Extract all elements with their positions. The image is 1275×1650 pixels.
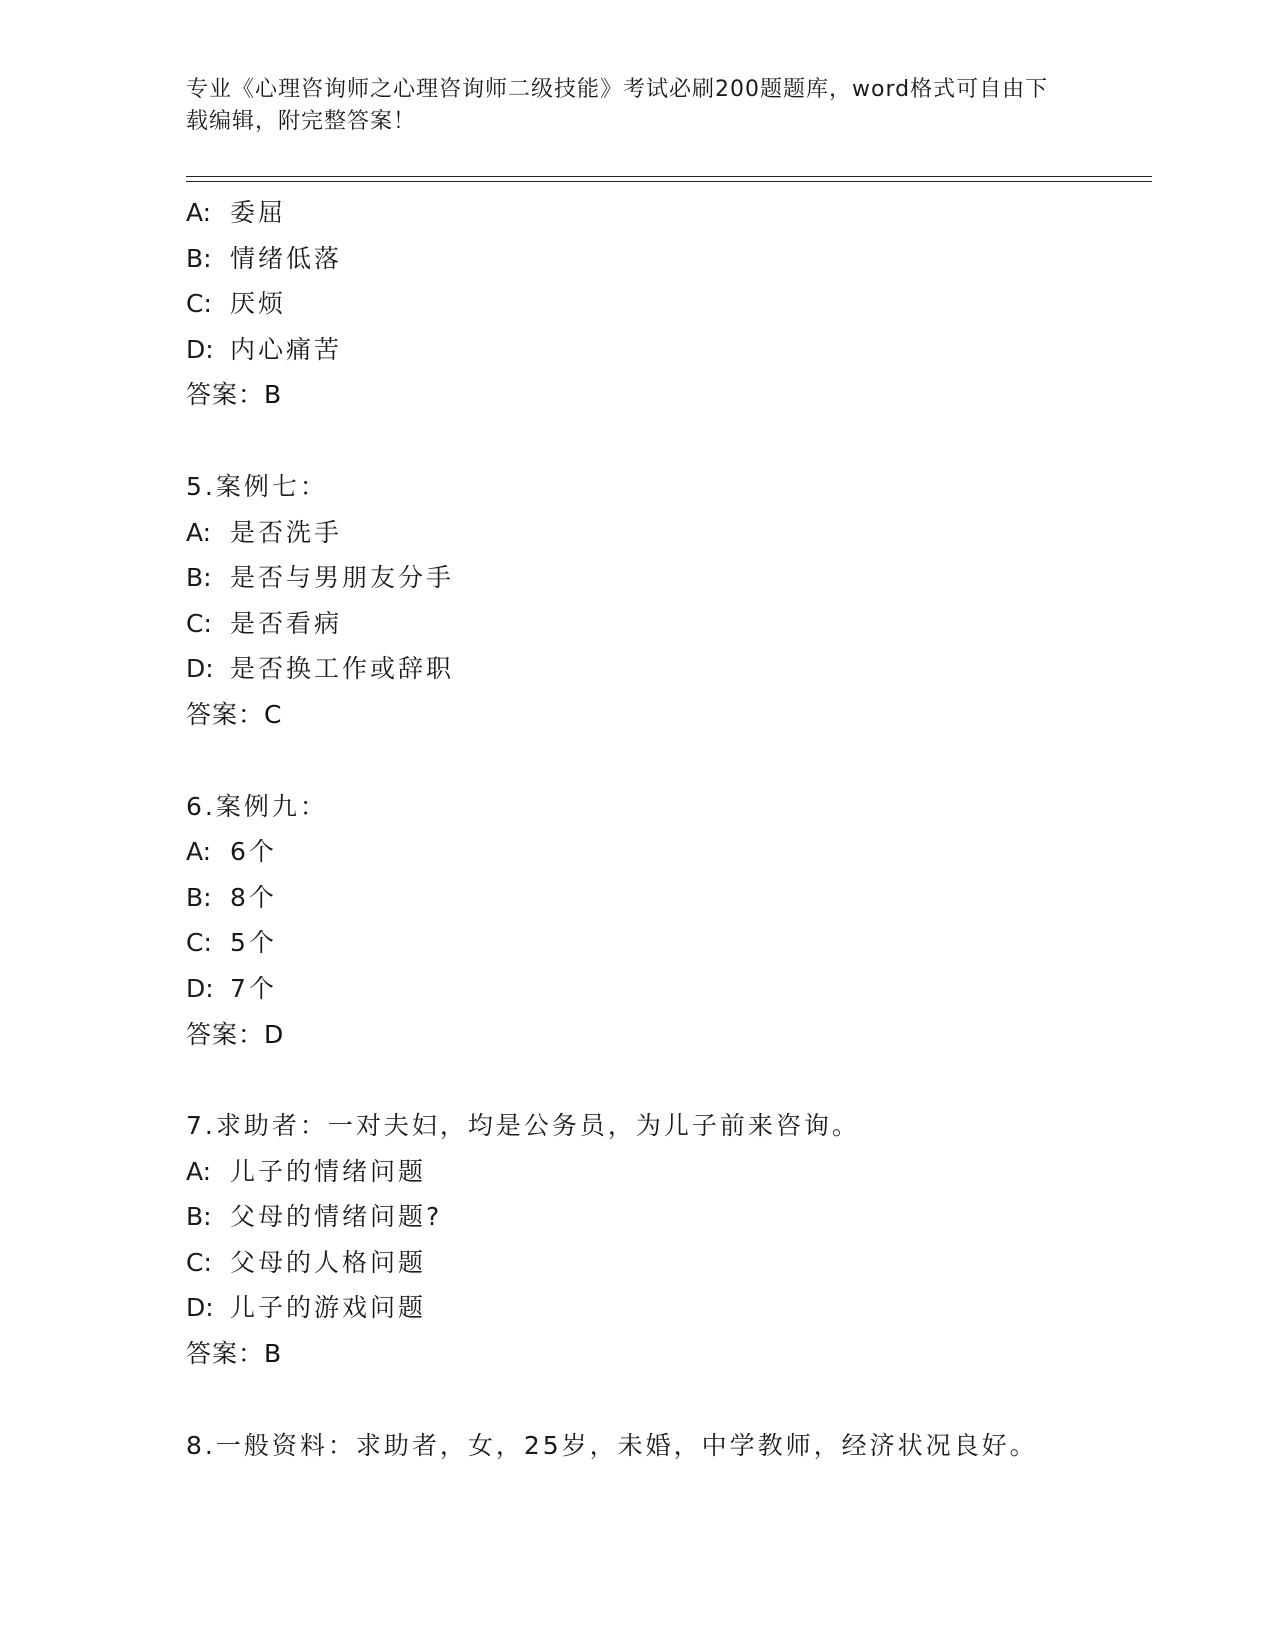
option-text: 儿子的情绪问题: [230, 1156, 427, 1186]
option-text: 是否看病: [230, 608, 343, 638]
question-stem: 6.案例九：: [186, 791, 328, 821]
question-stem: 5.案例七：: [186, 471, 328, 501]
answer-key: 答案：D: [186, 1019, 285, 1049]
question-block: [186, 1423, 1152, 1469]
option-letter: A:: [186, 837, 212, 867]
option-letter: A:: [186, 198, 212, 227]
answer-option: [186, 966, 1152, 1012]
answer-option: [186, 1194, 1152, 1240]
option-letter: D:: [186, 334, 214, 364]
option-letter: B:: [186, 1202, 212, 1232]
question-stem: 8.一般资料：求助者，女，25岁，未婚，中学教师，经济状况良好。: [186, 1430, 1038, 1460]
option-text: 父母的人格问题: [230, 1247, 427, 1277]
option-text: 是否换工作或辞职: [230, 654, 455, 684]
option-text: 是否洗手: [230, 517, 343, 547]
answer-option: [186, 875, 1152, 921]
answer-option: [186, 555, 1152, 601]
option-letter: A:: [186, 517, 212, 547]
option-text: 情绪低落: [230, 243, 343, 273]
block-spacer: [186, 1057, 1152, 1103]
answer-option: [186, 646, 1152, 692]
option-text: 是否与男朋友分手: [230, 563, 455, 593]
option-text: 6个: [230, 837, 277, 867]
option-letter: C:: [186, 608, 212, 638]
option-text: 5个: [230, 928, 277, 958]
option-text: 8个: [230, 882, 277, 912]
option-letter: D:: [186, 654, 214, 684]
option-letter: C:: [186, 928, 212, 958]
question-block: [186, 190, 1152, 418]
answer-option: [186, 601, 1152, 647]
option-text: 7个: [230, 973, 277, 1003]
option-letter: D:: [186, 1293, 214, 1323]
answer-option: [186, 510, 1152, 556]
option-text: 厌烦: [230, 289, 287, 319]
header-divider-top: [186, 176, 1152, 177]
option-letter: B:: [186, 882, 212, 912]
answer-option: [186, 236, 1152, 282]
answer-key: 答案：C: [186, 699, 283, 729]
option-letter: A:: [186, 1156, 212, 1186]
option-letter: D:: [186, 973, 214, 1003]
option-text: 儿子的游戏问题: [230, 1293, 427, 1323]
option-letter: B:: [186, 243, 212, 273]
answer-key: 答案：B: [186, 1339, 283, 1369]
question-block: [186, 784, 1152, 1058]
answer-option: [186, 829, 1152, 875]
answer-option: [186, 327, 1152, 373]
option-text: 委屈: [230, 198, 287, 227]
answer-option: [186, 920, 1152, 966]
block-spacer: [186, 418, 1152, 464]
answer-key: 答案：B: [186, 380, 283, 410]
block-spacer: [186, 738, 1152, 784]
option-letter: C:: [186, 289, 212, 319]
answer-option: [186, 281, 1152, 327]
question-stem: 7.求助者：一对夫妇，均是公务员，为儿子前来咨询。: [186, 1111, 860, 1141]
question-list: [186, 190, 1152, 1468]
header-divider-bottom: [186, 181, 1152, 182]
answer-option: [186, 1285, 1152, 1331]
document-header: 专业《心理咨询师之心理咨询师二级技能》考试必刷200题题库，word格式可自由下载编辑，附完整答案！: [186, 77, 1049, 134]
option-letter: C:: [186, 1247, 212, 1277]
option-letter: B:: [186, 563, 212, 593]
question-block: [186, 1103, 1152, 1377]
option-text: 父母的情绪问题?: [230, 1202, 443, 1232]
question-block: [186, 464, 1152, 738]
answer-option: [186, 190, 1152, 236]
answer-option: [186, 1149, 1152, 1195]
option-text: 内心痛苦: [230, 334, 343, 364]
block-spacer: [186, 1377, 1152, 1423]
answer-option: [186, 1240, 1152, 1286]
